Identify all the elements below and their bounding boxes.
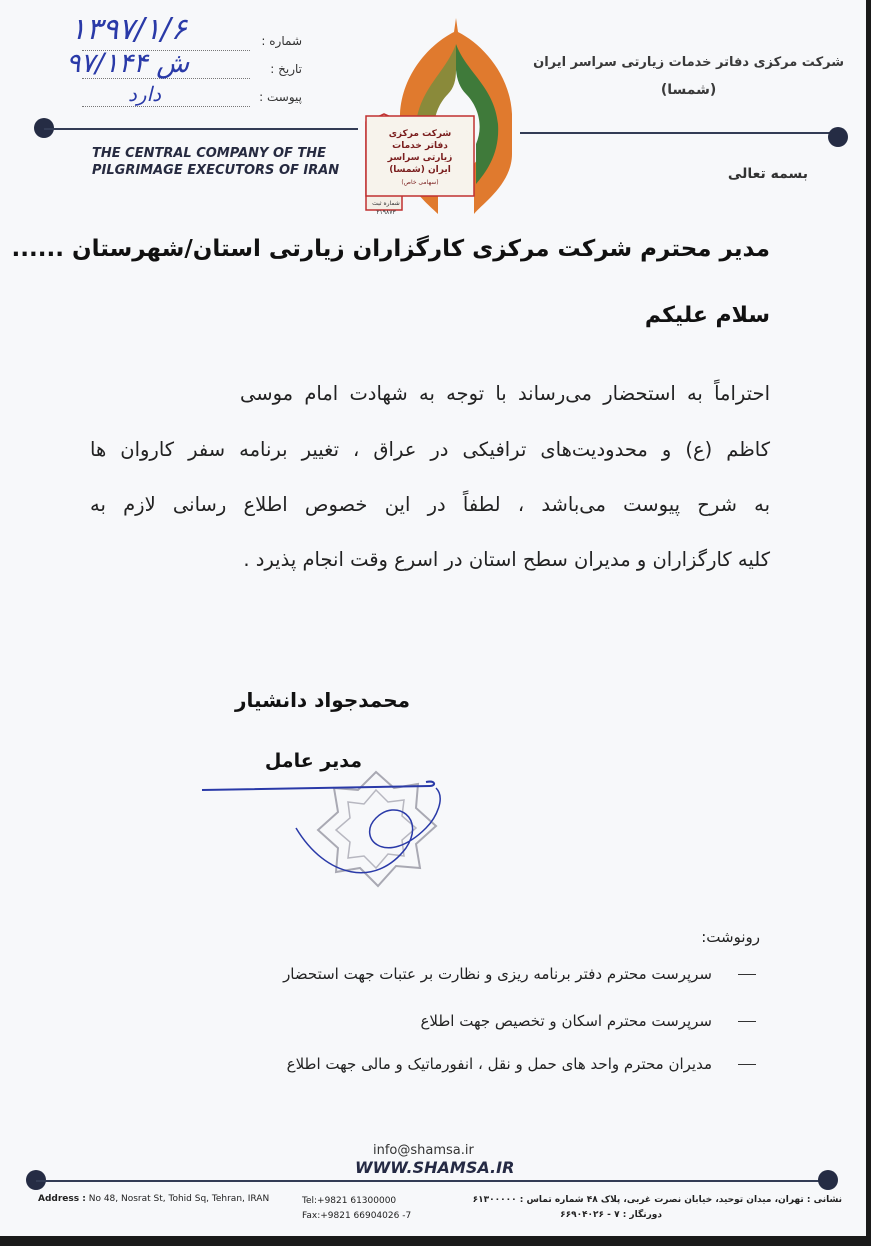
body-line-4: کلیه کارگزاران و مدیران سطح استان در اسرع وقت انجام پذیرد .: [243, 548, 770, 571]
handwritten-number: ۱۳۹۷/۱/۶: [70, 12, 187, 47]
company-name-fa-line2: (شمسا): [660, 82, 717, 98]
cc-item-1-text: سرپرست محترم دفتر برنامه ریزی و نظارت بر عتبات جهت استحضار: [283, 965, 712, 983]
basmala: بسمه تعالی: [727, 166, 808, 182]
logo-line3: زیارتی سراسر: [387, 153, 453, 163]
cc-dash: [738, 974, 756, 975]
cc-item-3-text: مدیران محترم واحد های حمل و نقل ، انفورماتیک و مالی جهت اطلاع: [286, 1055, 712, 1073]
body-line-1: احتراماً به استحضار می‌رساند با توجه به شهادت امام موسی: [240, 382, 770, 405]
signature-stroke: [200, 776, 440, 806]
signatory-title: مدیر عامل: [264, 750, 362, 772]
logo-line5: (سهامی خاص): [401, 179, 439, 186]
cc-item-2: [420, 1012, 756, 1030]
body-line-2: کاظم (ع) و محدودیت‌های ترافیکی در عراق ، تغییر برنامه سفر کاروان ها: [90, 438, 770, 461]
cc-dash: [738, 1021, 756, 1022]
footer-address-en: [38, 1194, 269, 1204]
address-en-text: No 48, Nosrat St, Tohid Sq, Tehran, IRAN: [88, 1194, 270, 1204]
footer-website: WWW.SHAMSA.IR: [355, 1158, 515, 1177]
cc-title: رونوشت:: [701, 928, 760, 946]
rule-dot-right: [828, 127, 848, 147]
address-fa: نشانی : تهران، میدان توحید، خیابان نصرت غربی، پلاک ۴۸ شماره تماس : ۶۱۳۰۰۰۰۰: [472, 1195, 842, 1205]
tel-en: Tel:+9821 61300000: [302, 1196, 397, 1206]
company-name-fa-line1: شرکت مرکزی دفاتر خدمات زیارتی سراسر ایران: [533, 55, 844, 70]
handwritten-attachment: دارد: [128, 82, 162, 106]
number-label: شماره :: [261, 34, 302, 48]
footer-address-fa: [473, 1193, 842, 1223]
handwritten-date: ش ۹۷/۱۴۴: [66, 48, 190, 79]
company-name-en-line1: THE CENTRAL COMPANY OF THE: [92, 146, 327, 161]
address-en-label: Address :: [38, 1194, 86, 1204]
company-name-fa: [533, 55, 844, 98]
signatory-name: محمدجواد دانشیار: [235, 688, 410, 712]
date-label: تاریخ :: [270, 62, 302, 76]
cc-item-3: [287, 1055, 756, 1073]
logo-line2: دفاتر خدمات: [392, 141, 448, 151]
cc-item-1: [283, 965, 756, 983]
greeting: سلام علیکم: [644, 303, 770, 328]
company-logo: [362, 14, 522, 224]
cc-dash: [738, 1064, 756, 1065]
attachment-label: پیوست :: [259, 90, 302, 104]
logo-reg-label: شماره ثبت: [372, 200, 400, 207]
logo-line4: ایران (شمسا): [389, 165, 451, 175]
attachment-line: [82, 106, 250, 107]
logo-reg-number: ۲۱۹۸۷۳: [376, 209, 396, 216]
fax-en: Fax:+9821 66904026 -7: [302, 1211, 412, 1221]
footer-phone-en: [302, 1194, 411, 1224]
footer-email: info@shamsa.ir: [373, 1143, 474, 1158]
body-line-3: به شرح پیوست می‌باشد ، لطفاً در این خصوص اطلاع رسانی لازم به: [90, 493, 770, 516]
header-rule-right: [520, 132, 838, 134]
header-rule-left: [44, 128, 358, 130]
logo-line1: شرکت مرکزی: [388, 129, 452, 139]
footer-dot-right: [818, 1170, 838, 1190]
company-name-en: [92, 145, 339, 179]
company-name-en-line2: PILGRIMAGE EXECUTORS OF IRAN: [92, 163, 340, 178]
footer-rule: [36, 1180, 830, 1182]
addressee-heading: مدیر محترم شرکت مرکزی کارگزاران زیارتی استان/شهرستان ......: [11, 236, 770, 262]
fax-fa: دورنگار : ۷ - ۶۶۹۰۴۰۲۶: [560, 1210, 662, 1220]
attachment-field: [82, 90, 302, 110]
cc-item-2-text: سرپرست محترم اسکان و تخصیص جهت اطلاع: [420, 1012, 712, 1030]
